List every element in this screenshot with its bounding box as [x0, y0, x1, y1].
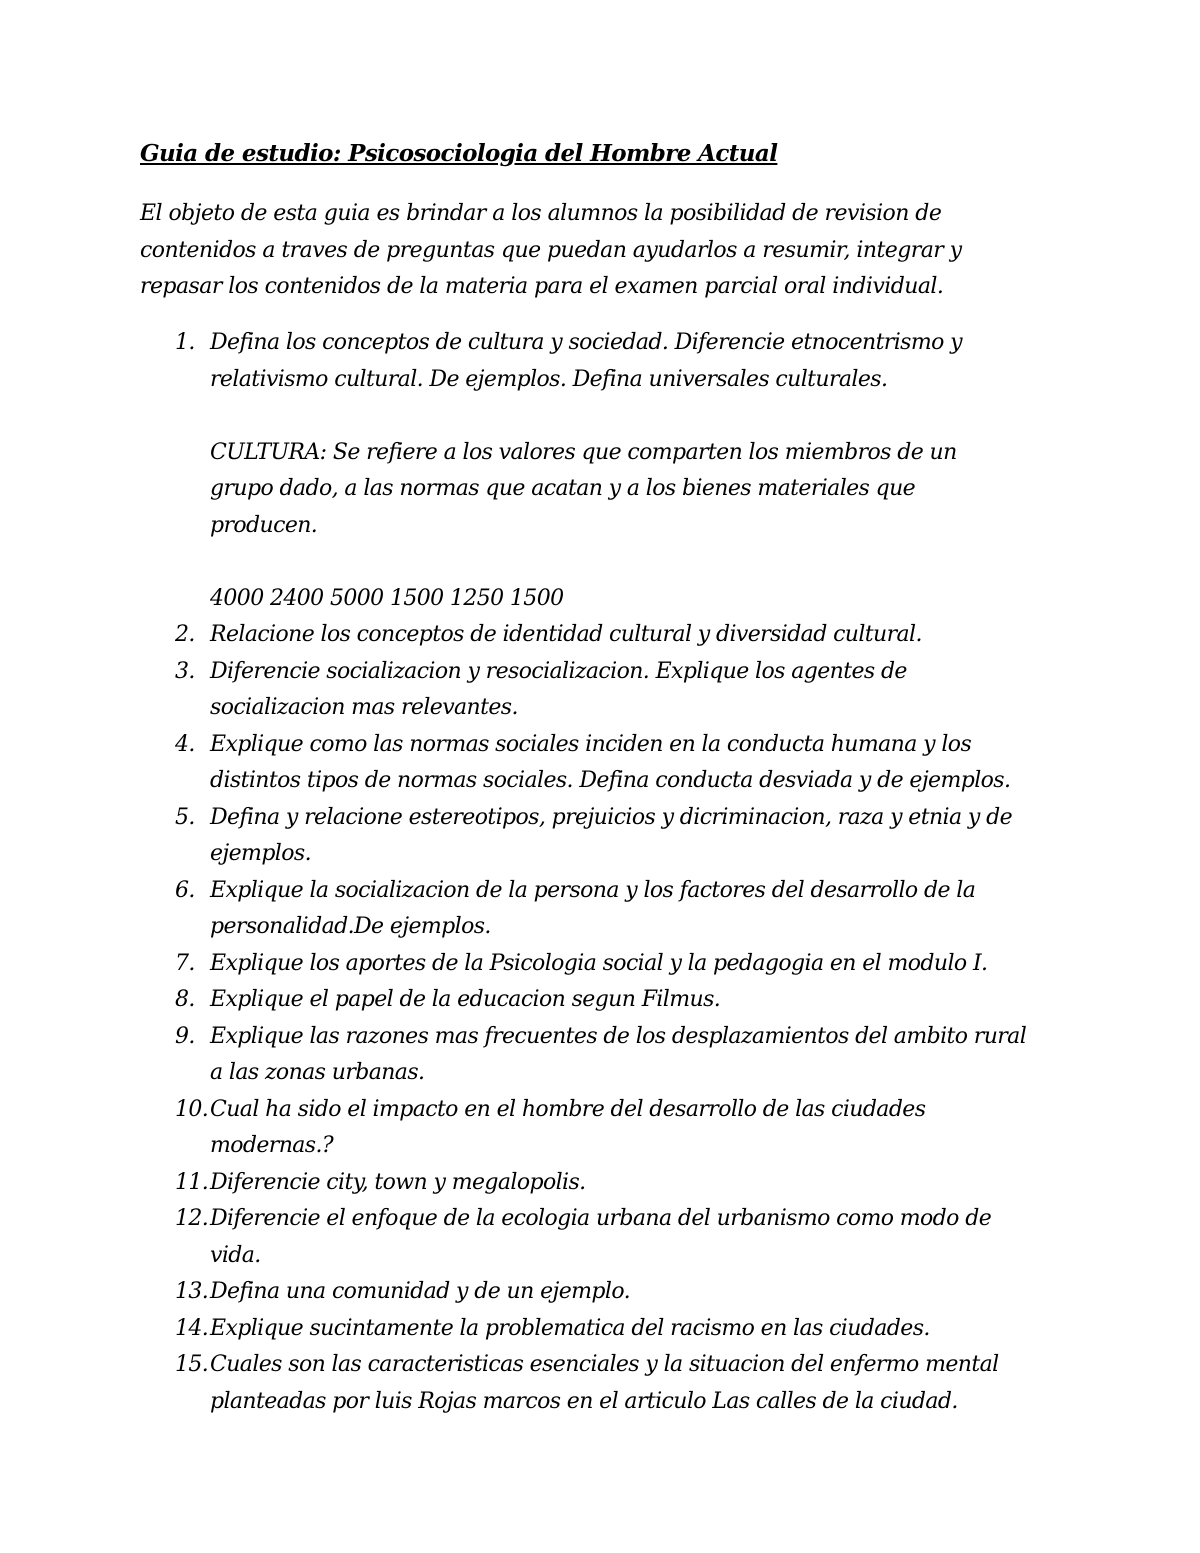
item-number: 5. — [175, 804, 195, 830]
item-number: 14. — [175, 1315, 209, 1341]
list-item — [0, 1019, 1200, 1092]
item-number: 8. — [175, 987, 195, 1012]
item-number: 2. — [175, 622, 195, 647]
list-item — [0, 982, 1200, 1019]
item-line: planteadas por luis Rojas marcos en el articulo Las calles de la ciudad. — [210, 1388, 958, 1414]
culture-note-line: CULTURA: Se refiere a los valores que comparten los miembros de un — [210, 439, 957, 465]
list-item — [0, 1274, 1200, 1311]
list-item — [0, 1092, 1200, 1165]
item-number: 7. — [175, 950, 195, 976]
item-line: vida. — [210, 1242, 261, 1268]
item-number: 12. — [175, 1206, 209, 1231]
item-line: Explique la socializacion de la persona y los factores del desarrollo de la — [210, 877, 976, 903]
item-number: 1. — [175, 330, 195, 355]
item-line: Explique los aportes de la Psicologia social y la pedagogia en el modulo I. — [210, 950, 988, 976]
culture-note-line: producen. — [210, 512, 318, 538]
intro-line: El objeto de esta guia es brindar a los alumnos la posibilidad de revision de — [140, 201, 942, 226]
item-line: socializacion mas relevantes. — [210, 695, 518, 720]
item-line: Explique las razones mas frecuentes de los desplazamientos del ambito rural — [210, 1023, 1027, 1049]
item-line: Defina los conceptos de cultura y sociedad. Diferencie etnocentrismo y — [210, 330, 962, 355]
item-line: Relacione los conceptos de identidad cultural y diversidad cultural. — [210, 622, 922, 647]
item-number: 13. — [175, 1279, 209, 1304]
list-item — [0, 1201, 1200, 1274]
item-line: modernas.? — [210, 1133, 334, 1158]
list-item — [0, 1347, 1200, 1420]
numbers-line: 4000 2400 5000 1500 1250 1500 — [210, 585, 564, 611]
item-line: Cual ha sido el impacto en el hombre del desarrollo de las ciudades — [210, 1096, 926, 1122]
list-item — [0, 617, 1200, 654]
list-item — [0, 727, 1200, 800]
item-line: Explique el papel de la educacion segun Filmus. — [210, 987, 721, 1012]
item-line: Cuales son las caracteristicas esenciales y la situacion del enfermo mental — [210, 1352, 999, 1377]
item-line: distintos tipos de normas sociales. Defina conducta desviada y de ejemplos. — [210, 768, 1011, 793]
list-item — [0, 800, 1200, 873]
item-number: 9. — [175, 1023, 195, 1049]
question-list — [0, 325, 1200, 1420]
item-number: 3. — [175, 658, 195, 684]
item-line: Diferencie city, town y megalopolis. — [210, 1169, 586, 1195]
item-line: a las zonas urbanas. — [210, 1060, 425, 1085]
culture-note-line: grupo dado, a las normas que acatan y a los bienes materiales que — [210, 476, 916, 501]
list-item — [0, 1311, 1200, 1348]
item-number: 10. — [175, 1096, 209, 1122]
list-item — [0, 946, 1200, 983]
blank-line — [210, 398, 1200, 435]
list-item — [0, 325, 1200, 617]
item-number: 4. — [175, 731, 195, 757]
list-item — [0, 654, 1200, 727]
item-line: Diferencie socializacion y resocializacion. Explique los agentes de — [210, 658, 907, 684]
item-number: 15. — [175, 1352, 209, 1377]
item-line: ejemplos. — [210, 841, 311, 866]
list-item — [0, 873, 1200, 946]
item-line: personalidad.De ejemplos. — [210, 914, 491, 939]
intro-line: repasar los contenidos de la materia para el examen parcial oral individual. — [140, 274, 944, 299]
intro-line: contenidos a traves de preguntas que puedan ayudarlos a resumir, integrar y — [140, 237, 962, 263]
item-line: Explique como las normas sociales inciden en la conducta humana y los — [210, 731, 972, 757]
blank-line — [210, 544, 1200, 581]
item-number: 6. — [175, 877, 195, 903]
item-number: 11. — [175, 1169, 209, 1195]
page-title: Guia de estudio: Psicosociologia del Hombre Actual — [140, 140, 778, 167]
item-line: relativismo cultural. De ejemplos. Defina universales culturales. — [210, 366, 888, 392]
list-item — [0, 1165, 1200, 1202]
item-line: Defina y relacione estereotipos, prejuicios y dicriminacion, raza y etnia y de — [210, 804, 1012, 830]
item-line: Diferencie el enfoque de la ecologia urbana del urbanismo como modo de — [210, 1206, 992, 1231]
intro-paragraph — [140, 196, 1020, 306]
item-line: Defina una comunidad y de un ejemplo. — [210, 1279, 630, 1304]
item-line: Explique sucintamente la problematica del racismo en las ciudades. — [210, 1315, 930, 1341]
